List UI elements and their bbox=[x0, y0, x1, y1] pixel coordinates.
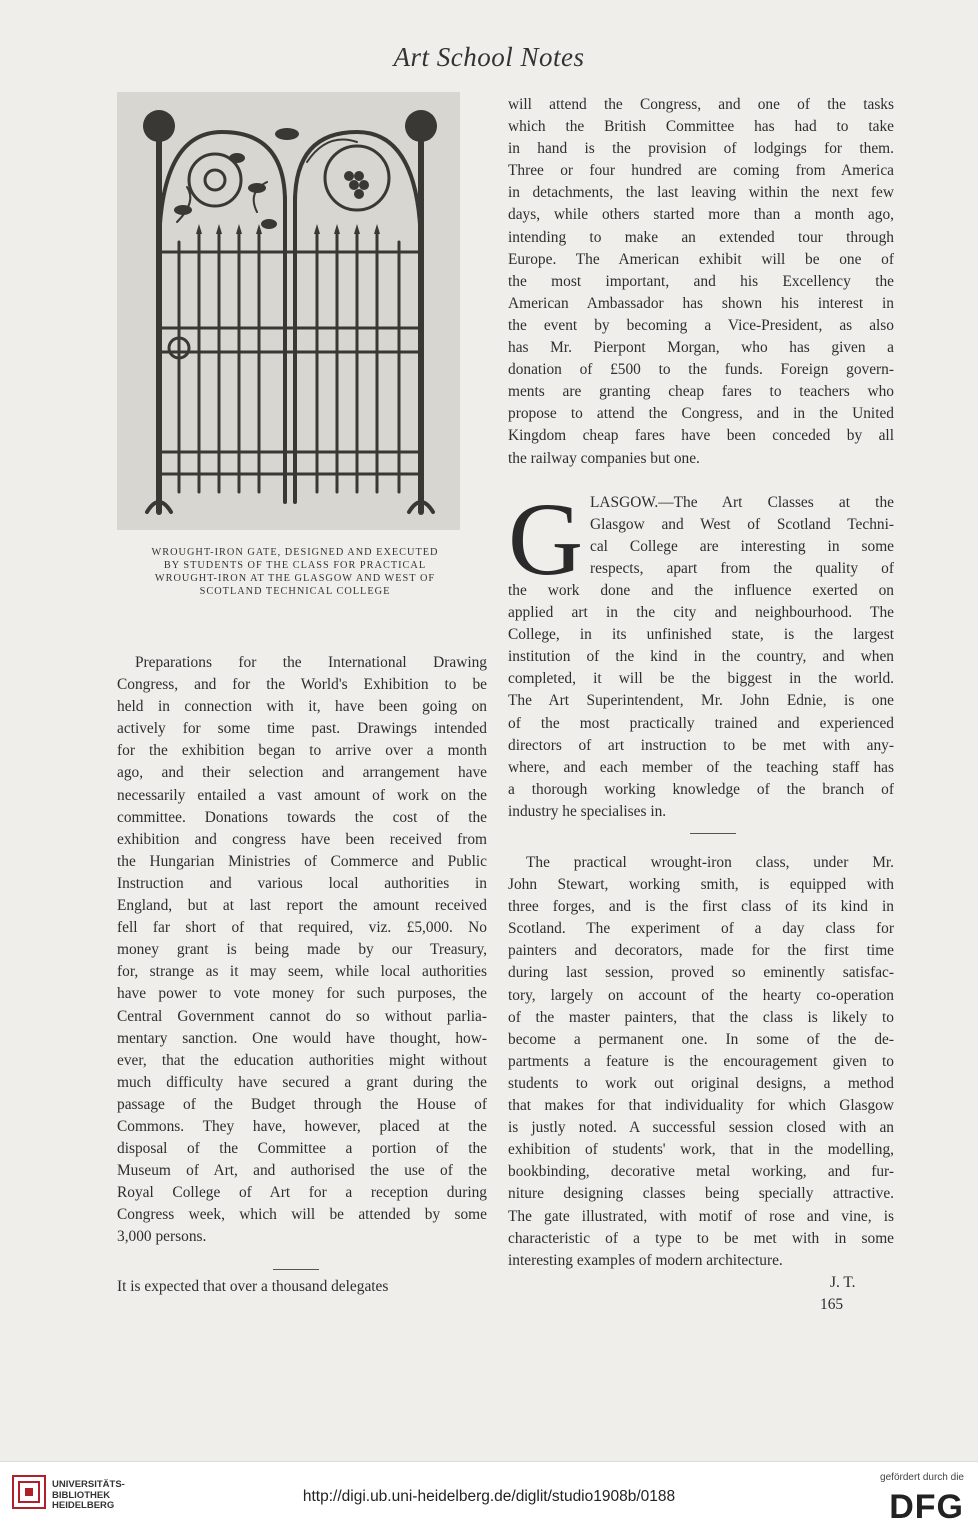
text-line: the railway companies but one. bbox=[508, 449, 700, 467]
caption-line: WROUGHT-IRON AT THE GLASGOW AND WEST OF bbox=[154, 573, 436, 584]
text-line: propose to attend the Congress, and in the United bbox=[508, 405, 894, 423]
text-line: Preparations for the International Drawing bbox=[135, 654, 487, 671]
text-line: in detachments, the last leaving within the next few bbox=[508, 184, 894, 202]
section-divider bbox=[690, 833, 736, 834]
text-line: The gate illustrated, with motif of rose and vine, is bbox=[508, 1207, 894, 1225]
footer-bar bbox=[0, 1461, 978, 1532]
text-line: The practical wrought-iron class, under Mr. bbox=[526, 854, 894, 871]
text-line: exhibition and congress have been received from bbox=[117, 830, 487, 848]
text-line: The Art Superintendent, Mr. John Ednie, is one bbox=[508, 692, 894, 710]
page-title: Art School Notes bbox=[393, 42, 585, 72]
text-line: industry he specialises in. bbox=[508, 802, 667, 820]
text-line: applied art in the city and neighbourhood. The bbox=[508, 604, 894, 622]
text-line: much difficulty have secured a grant during the bbox=[117, 1073, 487, 1091]
text-line: respects, apart from the quality of bbox=[590, 560, 894, 578]
text-line: Congress week, which will be attended by some bbox=[117, 1206, 487, 1224]
caption-line: SCOTLAND TECHNICAL COLLEGE bbox=[199, 586, 391, 597]
text-line: of the most practically trained and experienced bbox=[508, 714, 894, 732]
text-line: that makes for that individuality for which Glasgow bbox=[508, 1097, 894, 1115]
text-line: Congress, and for the World's Exhibition to be bbox=[117, 676, 487, 694]
text-line: partments a feature is the encouragement given to bbox=[508, 1052, 894, 1070]
text-line: become a permanent one. In some of the de- bbox=[508, 1030, 894, 1048]
text-line: Three or four hundred are coming from America bbox=[508, 162, 894, 180]
text-line: 3,000 persons. bbox=[117, 1228, 207, 1246]
dfg-logo: DFG bbox=[889, 1488, 964, 1526]
text-line: painters and decorators, made for the first time bbox=[508, 942, 894, 960]
text-line: the most important, and his Excellency the bbox=[508, 272, 894, 290]
text-line: Glasgow and West of Scotland Techni- bbox=[590, 516, 894, 534]
gate-illustration bbox=[117, 92, 460, 530]
left-column-paragraph-2 bbox=[117, 1276, 487, 1298]
source-url-link[interactable]: http://digi.ub.uni-heidelberg.de/diglit/studio1908b/0188 bbox=[302, 1488, 676, 1505]
text-line: actively for some time past. Drawings intended bbox=[117, 720, 487, 738]
text-line: in hand is the provision of lodgings for them. bbox=[508, 140, 894, 158]
text-line: American Ambassador has shown his interest in bbox=[508, 294, 894, 312]
text-line: donation of £500 to the funds. Foreign govern- bbox=[508, 361, 894, 379]
text-line: during last session, proved so eminently satisfac- bbox=[508, 964, 894, 982]
text-line: bookbinding, decorative metal working, and fur- bbox=[508, 1163, 894, 1181]
text-line: institution of the kind in the country, and when bbox=[508, 648, 894, 666]
text-line: passage of the Budget through the House of bbox=[117, 1095, 487, 1113]
figure-caption bbox=[110, 546, 480, 598]
left-column-paragraph-1 bbox=[117, 652, 487, 1249]
text-line: Museum of Art, and authorised the use of the bbox=[117, 1162, 487, 1180]
text-line: has Mr. Pierpont Morgan, who has given a bbox=[508, 339, 894, 357]
page-number: 165 bbox=[820, 1296, 844, 1313]
text-line: ago, and their selection and arrangement have bbox=[117, 764, 487, 782]
text-line: committee. Donations towards the cost of the bbox=[117, 808, 487, 826]
text-line: mentary sanction. One would have thought, how- bbox=[117, 1029, 487, 1047]
author-signature: J. T. bbox=[830, 1274, 856, 1291]
text-line: is justly noted. A successful session closed with an bbox=[508, 1119, 894, 1137]
text-line: England, but at last report the amount received bbox=[117, 897, 487, 915]
text-line: Europe. The American exhibit will be one of bbox=[508, 250, 894, 268]
library-name-line: HEIDELBERG bbox=[52, 1500, 115, 1511]
text-line: students to work out original designs, a method bbox=[508, 1074, 894, 1092]
text-line: niture designing classes being specially attractive. bbox=[508, 1185, 894, 1203]
text-line: directors of art instruction to be met with any- bbox=[508, 736, 894, 754]
text-line: where, and each member of the teaching staff has bbox=[508, 758, 894, 776]
text-line: characteristic of a type to be met with in some bbox=[508, 1229, 894, 1247]
text-line: the Hungarian Ministries of Commerce and Public bbox=[117, 852, 487, 870]
text-line: of the master painters, that the class is likely to bbox=[508, 1008, 894, 1026]
text-line: have power to vote money for such purposes, the bbox=[117, 985, 487, 1003]
caption-line: WROUGHT-IRON GATE, DESIGNED AND EXECUTED bbox=[151, 547, 439, 558]
text-line: the work done and the influence exerted on bbox=[508, 582, 894, 599]
text-line: which the British Committee has had to take bbox=[508, 118, 894, 136]
text-line: disposal of the Committee a portion of the bbox=[117, 1140, 487, 1158]
text-line: It is expected that over a thousand delegates bbox=[117, 1278, 389, 1295]
caption-line: BY STUDENTS OF THE CLASS FOR PRACTICAL bbox=[163, 560, 427, 571]
text-line: three forges, and is the first class of its kind in bbox=[508, 898, 894, 916]
text-line: LASGOW.—The Art Classes at the bbox=[590, 494, 894, 511]
drop-cap: G bbox=[508, 482, 584, 597]
text-line: ever, that the education authorities might without bbox=[117, 1051, 487, 1069]
right-column-paragraph-1 bbox=[508, 94, 894, 470]
text-line: held in connection with it, have been going on bbox=[117, 698, 487, 716]
text-line: a thorough working knowledge of the branch of bbox=[508, 780, 894, 798]
right-column-paragraph-2 bbox=[508, 580, 894, 823]
text-line: interesting examples of modern architecture. bbox=[508, 1251, 783, 1269]
text-line: Kingdom cheap fares have been conceded by all bbox=[508, 427, 894, 445]
text-line: the event by becoming a Vice-President, as also bbox=[508, 316, 894, 334]
text-line: ments are granting cheap fares to teachers who bbox=[508, 383, 894, 401]
wrought-iron-gate-image bbox=[117, 92, 460, 530]
text-line: will attend the Congress, and one of the tasks bbox=[508, 96, 894, 113]
text-line: intending to make an extended tour through bbox=[508, 228, 894, 246]
text-line: Central Government cannot do so without parlia- bbox=[117, 1007, 487, 1025]
funded-by-label: gefördert durch die bbox=[880, 1472, 964, 1483]
text-line: Royal College of Art for a reception during bbox=[117, 1184, 487, 1202]
text-line: cal College are interesting in some bbox=[590, 538, 894, 556]
text-line: John Stewart, working smith, is equipped with bbox=[508, 876, 894, 894]
text-line: Commons. They have, however, placed at the bbox=[117, 1117, 487, 1135]
text-line: for, strange as it may seem, while local authorities bbox=[117, 963, 487, 981]
library-name-line: UNIVERSITÄTS- bbox=[52, 1479, 125, 1490]
text-line: tory, largely on account of the hearty co-operation bbox=[508, 986, 894, 1004]
text-line: days, while others started more than a month ago, bbox=[508, 206, 894, 224]
text-line: completed, it will be the biggest in the world. bbox=[508, 670, 894, 688]
text-line: fell far short of that required, viz. £5,000. No bbox=[117, 919, 487, 937]
right-column-paragraph-3 bbox=[508, 852, 894, 1272]
text-line: money grant is being made by our Treasury, bbox=[117, 941, 487, 959]
text-line: College, in its unfinished state, is the largest bbox=[508, 626, 894, 644]
library-name-line: BIBLIOTHEK bbox=[52, 1489, 111, 1501]
text-line: exhibition of students' work, that in the modelling, bbox=[508, 1141, 894, 1159]
section-divider bbox=[273, 1269, 319, 1270]
text-line: necessarily entailed a vast amount of work on the bbox=[117, 786, 487, 804]
text-line: Scotland. The experiment of a day class for bbox=[508, 920, 894, 938]
text-line: for the exhibition began to arrive over a month bbox=[117, 742, 487, 760]
right-column-paragraph-2-indented bbox=[590, 492, 894, 580]
text-line: Instruction and various local authorities in bbox=[117, 874, 487, 892]
